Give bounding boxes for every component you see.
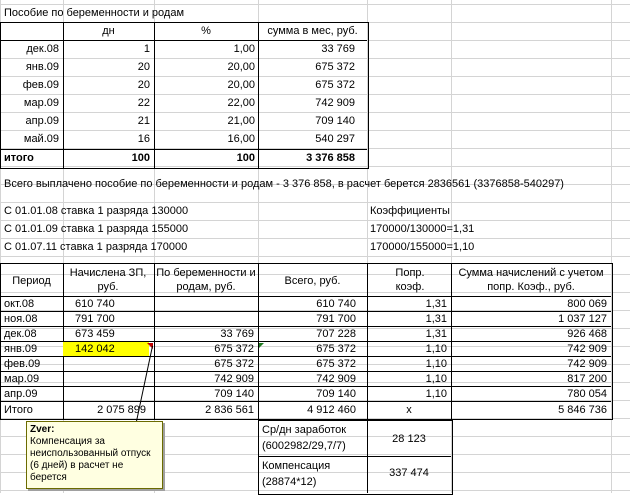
top-total-sum: 3 376 858 (306, 152, 355, 164)
total-note: Всего выплачено пособие по беременности и родам - 3 376 858, в расчет берется 2836561 (3376858-540297) (4, 178, 564, 190)
rate-line-3: С 01.07.11 ставка 1 разряда 170000 (4, 241, 188, 253)
main-row-period: фев.09 (4, 358, 41, 370)
main-row-adjusted: 926 468 (567, 328, 607, 340)
main-total-coef: x (406, 404, 412, 416)
main-row-adjusted: 800 069 (567, 298, 607, 310)
top-row-sum: 675 372 (315, 61, 355, 73)
top-row-pct: 20,00 (227, 79, 255, 91)
main-row-coef: 1,10 (425, 388, 447, 400)
coef-line-1: 170000/130000=1,31 (370, 223, 475, 235)
header-coef: Попр. коэф. (395, 267, 425, 293)
top-row-month: май.09 (23, 133, 59, 145)
top-row-days: 21 (137, 115, 150, 127)
top-row-sum: 675 372 (315, 79, 355, 91)
main-row-period: окт.08 (4, 298, 35, 310)
main-total-maternity: 2 836 561 (205, 404, 254, 416)
top-row-month: янв.09 (25, 61, 59, 73)
main-total-label: Итого (4, 404, 33, 416)
rate-line-2: С 01.01.09 ставка 1 разряда 155000 (4, 223, 189, 235)
main-row-adjusted: 1 037 127 (558, 313, 607, 325)
main-row-maternity: 742 909 (214, 373, 254, 385)
top-row-sum: 33 769 (321, 43, 355, 55)
main-row-total: 675 372 (316, 358, 356, 370)
main-row-period: апр.09 (4, 388, 38, 400)
comp-label-2: (28874*12) (262, 476, 317, 488)
rate-line-1: С 01.01.08 ставка 1 разряда 130000 (4, 205, 189, 217)
top-row-days: 20 (137, 79, 150, 91)
top-row-month: дек.08 (26, 43, 59, 55)
main-row-maternity (154, 312, 254, 327)
main-row-maternity (154, 297, 254, 312)
avg-value: 28 123 (392, 433, 426, 445)
top-row-pct: 22,00 (227, 97, 255, 109)
top-total-days: 100 (131, 152, 150, 164)
main-row-salary (63, 357, 154, 372)
main-total-adjusted: 5 846 736 (558, 404, 607, 416)
main-row-coef: 1,10 (425, 373, 447, 385)
top-row-sum: 540 297 (315, 133, 355, 145)
top-total-pct: 100 (236, 152, 255, 164)
top-total-label: итого (4, 152, 34, 164)
main-row-period: янв.09 (4, 343, 38, 355)
grid-line (0, 256, 630, 257)
main-row-salary: 791 700 (75, 313, 115, 325)
header-total: Всего, руб. (284, 275, 341, 287)
main-row-salary[interactable]: 142 042 (63, 342, 149, 357)
main-total-salary: 2 075 899 (97, 404, 146, 416)
error-indicator[interactable] (259, 343, 264, 348)
top-row-days: 22 (137, 97, 150, 109)
coef-title: Коэффициенты (370, 205, 450, 217)
main-row-total: 791 700 (316, 313, 356, 325)
header-salary: Начислена ЗП, руб. (69, 267, 147, 293)
comment-author: Zver: (30, 424, 55, 435)
cell-comment[interactable] (26, 421, 163, 489)
main-row-period: дек.08 (4, 328, 37, 340)
top-row-month: фев.09 (22, 79, 59, 91)
header-sum: сумма в мес, руб. (267, 25, 358, 37)
top-row-pct: 1,00 (233, 43, 255, 55)
main-row-total: 610 740 (316, 298, 356, 310)
top-row-month: апр.09 (25, 115, 59, 127)
top-row-days: 16 (137, 133, 150, 145)
main-row-period: ноя.08 (4, 313, 38, 325)
top-row-days: 1 (143, 43, 150, 55)
main-total-total: 4 912 460 (307, 404, 356, 416)
main-row-total: 707 228 (316, 328, 356, 340)
avg-label-2: (6002982/29,7/7) (262, 440, 346, 452)
top-row-days: 20 (137, 61, 150, 73)
top-row-sum: 709 140 (315, 115, 355, 127)
section-title: Пособие по беременности и родам (4, 7, 185, 19)
main-row-period: мар.09 (4, 373, 40, 385)
main-row-adjusted: 817 200 (567, 373, 607, 385)
main-row-salary (63, 372, 154, 387)
header-maternity: По беременности и родам, руб. (156, 267, 256, 293)
main-row-coef: 1,31 (425, 298, 447, 310)
main-row-total: 742 909 (316, 373, 356, 385)
comp-label-1: Компенсация (262, 460, 331, 472)
main-row-salary: 673 459 (75, 328, 115, 340)
main-row-adjusted: 742 909 (567, 343, 607, 355)
comment-text: Компенсация за неиспользованный отпуск (6 дней) в расчет не берется (30, 436, 151, 483)
header-pct: % (201, 25, 211, 37)
top-row-pct: 20,00 (227, 61, 255, 73)
top-row-sum: 742 909 (315, 97, 355, 109)
main-row-coef: 1,10 (425, 343, 447, 355)
main-row-maternity: 675 372 (214, 358, 254, 370)
coef-line-2: 170000/155000=1,10 (370, 241, 475, 253)
main-row-adjusted: 780 054 (567, 388, 607, 400)
comp-value: 337 474 (389, 467, 429, 479)
main-row-coef: 1,31 (425, 313, 447, 325)
main-row-coef: 1,31 (425, 328, 447, 340)
main-row-maternity: 709 140 (214, 388, 254, 400)
header-adjusted: Сумма начислений с учетом попр. Коэф., руб. (458, 267, 604, 293)
top-row-pct: 16,00 (227, 133, 255, 145)
main-row-total: 709 140 (316, 388, 356, 400)
main-row-adjusted: 742 909 (567, 358, 607, 370)
avg-label-1: Ср/дн заработок (262, 424, 347, 436)
main-row-salary: 610 740 (75, 298, 115, 310)
top-row-pct: 21,00 (227, 115, 255, 127)
header-period: Период (12, 275, 51, 287)
header-days: дн (102, 25, 115, 37)
main-row-maternity: 675 372 (214, 343, 254, 355)
top-row-month: мар.09 (23, 97, 59, 109)
main-row-coef: 1,10 (425, 358, 447, 370)
main-row-total: 675 372 (316, 343, 356, 355)
main-row-maternity: 33 769 (220, 328, 254, 340)
